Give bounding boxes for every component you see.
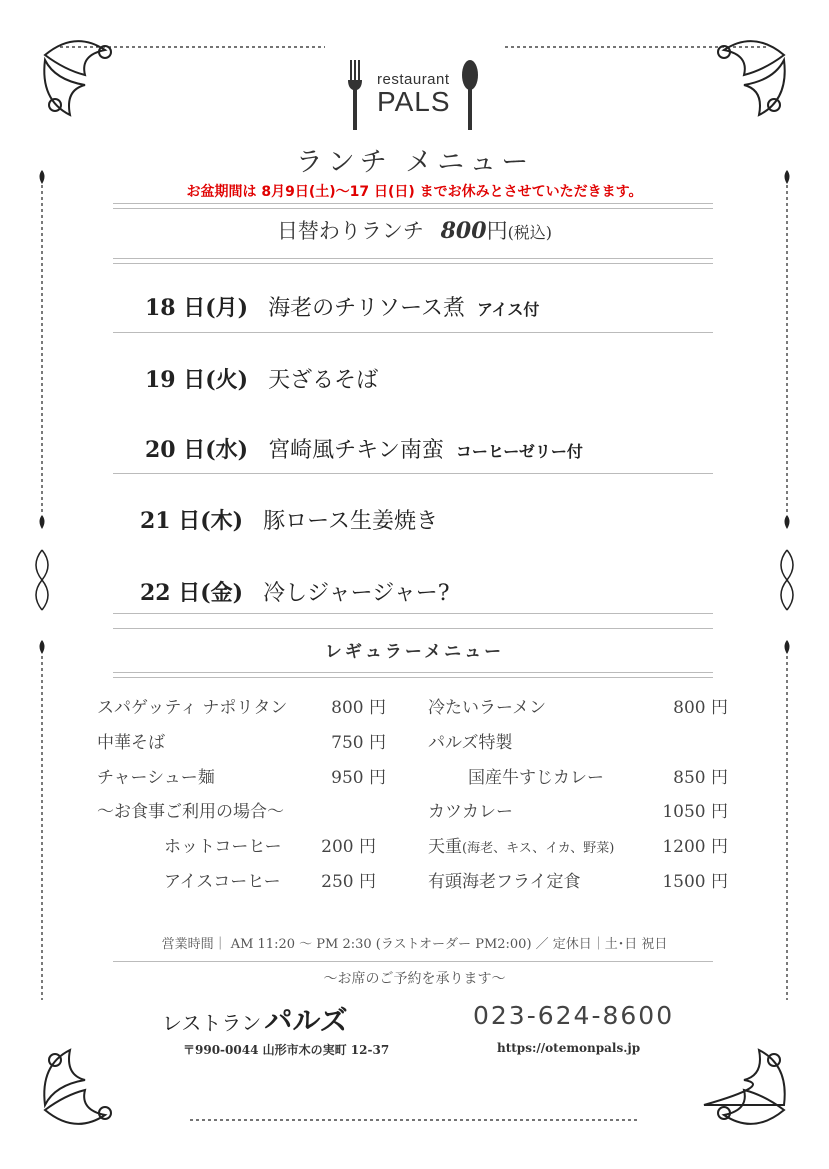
logo-restaurant-text: restaurant bbox=[377, 71, 450, 88]
daily-label: 日替わりランチ bbox=[276, 219, 424, 243]
day-row bbox=[145, 363, 378, 394]
divider bbox=[113, 672, 713, 673]
menu-item-price: 1200 円 bbox=[662, 837, 728, 857]
menu-item-price: 750 円 bbox=[331, 733, 386, 753]
day-date: 21 日(木) bbox=[140, 508, 244, 534]
logo-pals-text: PALS bbox=[377, 86, 451, 117]
menu-item-name: 国産牛すじカレー bbox=[468, 768, 604, 788]
day-dish: 豚ロース生姜焼き bbox=[263, 509, 438, 534]
menu-item-detail: (海老、キス、イカ、野菜) bbox=[462, 841, 615, 856]
day-row bbox=[145, 291, 539, 322]
daily-price: 800 bbox=[440, 218, 487, 244]
daily-tax: (税込) bbox=[507, 223, 553, 242]
menu-item-price: 850 円 bbox=[673, 768, 728, 788]
divider bbox=[113, 208, 713, 209]
regular-menu-title: レギュラーメニュー bbox=[324, 642, 505, 662]
day-dish: 海老のチリソース煮 bbox=[268, 296, 465, 321]
menu-item-name: 有頭海老フライ定食 bbox=[428, 872, 581, 892]
menu-item-name: チャーシュー麺 bbox=[97, 768, 215, 788]
menu-item-price: 250 円 bbox=[321, 872, 376, 892]
phone-number: 023-624-8600 bbox=[473, 1001, 675, 1030]
divider bbox=[113, 258, 713, 259]
day-row bbox=[145, 433, 583, 464]
menu-item-name: スパゲッティ ナポリタン bbox=[97, 698, 288, 718]
menu-item-name: カツカレー bbox=[428, 802, 513, 822]
day-date: 20 日(水) bbox=[145, 437, 249, 463]
divider bbox=[113, 613, 713, 614]
restaurant-prefix: レストラン bbox=[162, 1011, 262, 1035]
divider bbox=[113, 203, 713, 204]
menu-item-name: アイスコーヒー bbox=[164, 872, 281, 892]
day-dish: 冷しジャージャー? bbox=[263, 581, 450, 606]
divider bbox=[113, 677, 713, 678]
day-dish: 天ざるそば bbox=[268, 368, 379, 393]
day-row bbox=[140, 504, 438, 535]
menu-item-price: 800 円 bbox=[673, 698, 728, 718]
menu-item-price: 800 円 bbox=[331, 698, 386, 718]
daily-lunch-line bbox=[0, 215, 829, 245]
menu-item-name: 冷たいラーメン bbox=[428, 698, 547, 718]
business-hours: 営業時間｜ AM 11:20 ～ PM 2:30 (ラストオーダー PM2:00) ／ 定休日｜土･日 祝日 bbox=[161, 937, 668, 952]
menu-item-price: 1500 円 bbox=[662, 872, 728, 892]
menu-item-price: 1050 円 bbox=[662, 802, 728, 822]
day-date: 19 日(火) bbox=[145, 367, 249, 393]
day-date: 22 日(金) bbox=[140, 580, 244, 606]
divider bbox=[113, 332, 713, 333]
restaurant-name-main: パルズ bbox=[264, 1004, 348, 1037]
website-url: https://otemonpals.jp bbox=[497, 1041, 641, 1055]
day-extra: アイス付 bbox=[477, 300, 540, 319]
page-title: ランチ メニュー bbox=[295, 147, 534, 178]
divider bbox=[113, 961, 713, 962]
menu-item-price: 950 円 bbox=[331, 768, 386, 788]
holiday-notice: お盆期間は 8月9日(土)～17 日(日) までお休みとさせていただきます。 bbox=[186, 184, 643, 200]
address: 〒990-0044 山形市木の実町 12-37 bbox=[183, 1043, 390, 1057]
menu-item-price: 200 円 bbox=[321, 837, 376, 857]
menu-item-name: パルズ特製 bbox=[428, 733, 513, 753]
menu-item-name-main: 天重 bbox=[428, 837, 462, 857]
menu-note: ～お食事ご利用の場合～ bbox=[97, 802, 284, 822]
menu-item-name bbox=[428, 832, 614, 857]
divider bbox=[113, 473, 713, 474]
menu-item-name: ホットコーヒー bbox=[164, 837, 282, 857]
divider bbox=[113, 628, 713, 629]
day-extra: コーヒーゼリー付 bbox=[455, 442, 583, 461]
daily-yen: 円 bbox=[486, 219, 508, 243]
divider bbox=[113, 263, 713, 264]
day-row bbox=[140, 576, 450, 607]
menu-item-name: 中華そば bbox=[97, 733, 165, 753]
day-dish: 宮崎風チキン南蛮 bbox=[268, 438, 444, 463]
restaurant-name bbox=[162, 999, 348, 1039]
reservation-note: ～お席のご予約を承ります～ bbox=[323, 971, 506, 987]
day-date: 18 日(月) bbox=[145, 295, 249, 321]
